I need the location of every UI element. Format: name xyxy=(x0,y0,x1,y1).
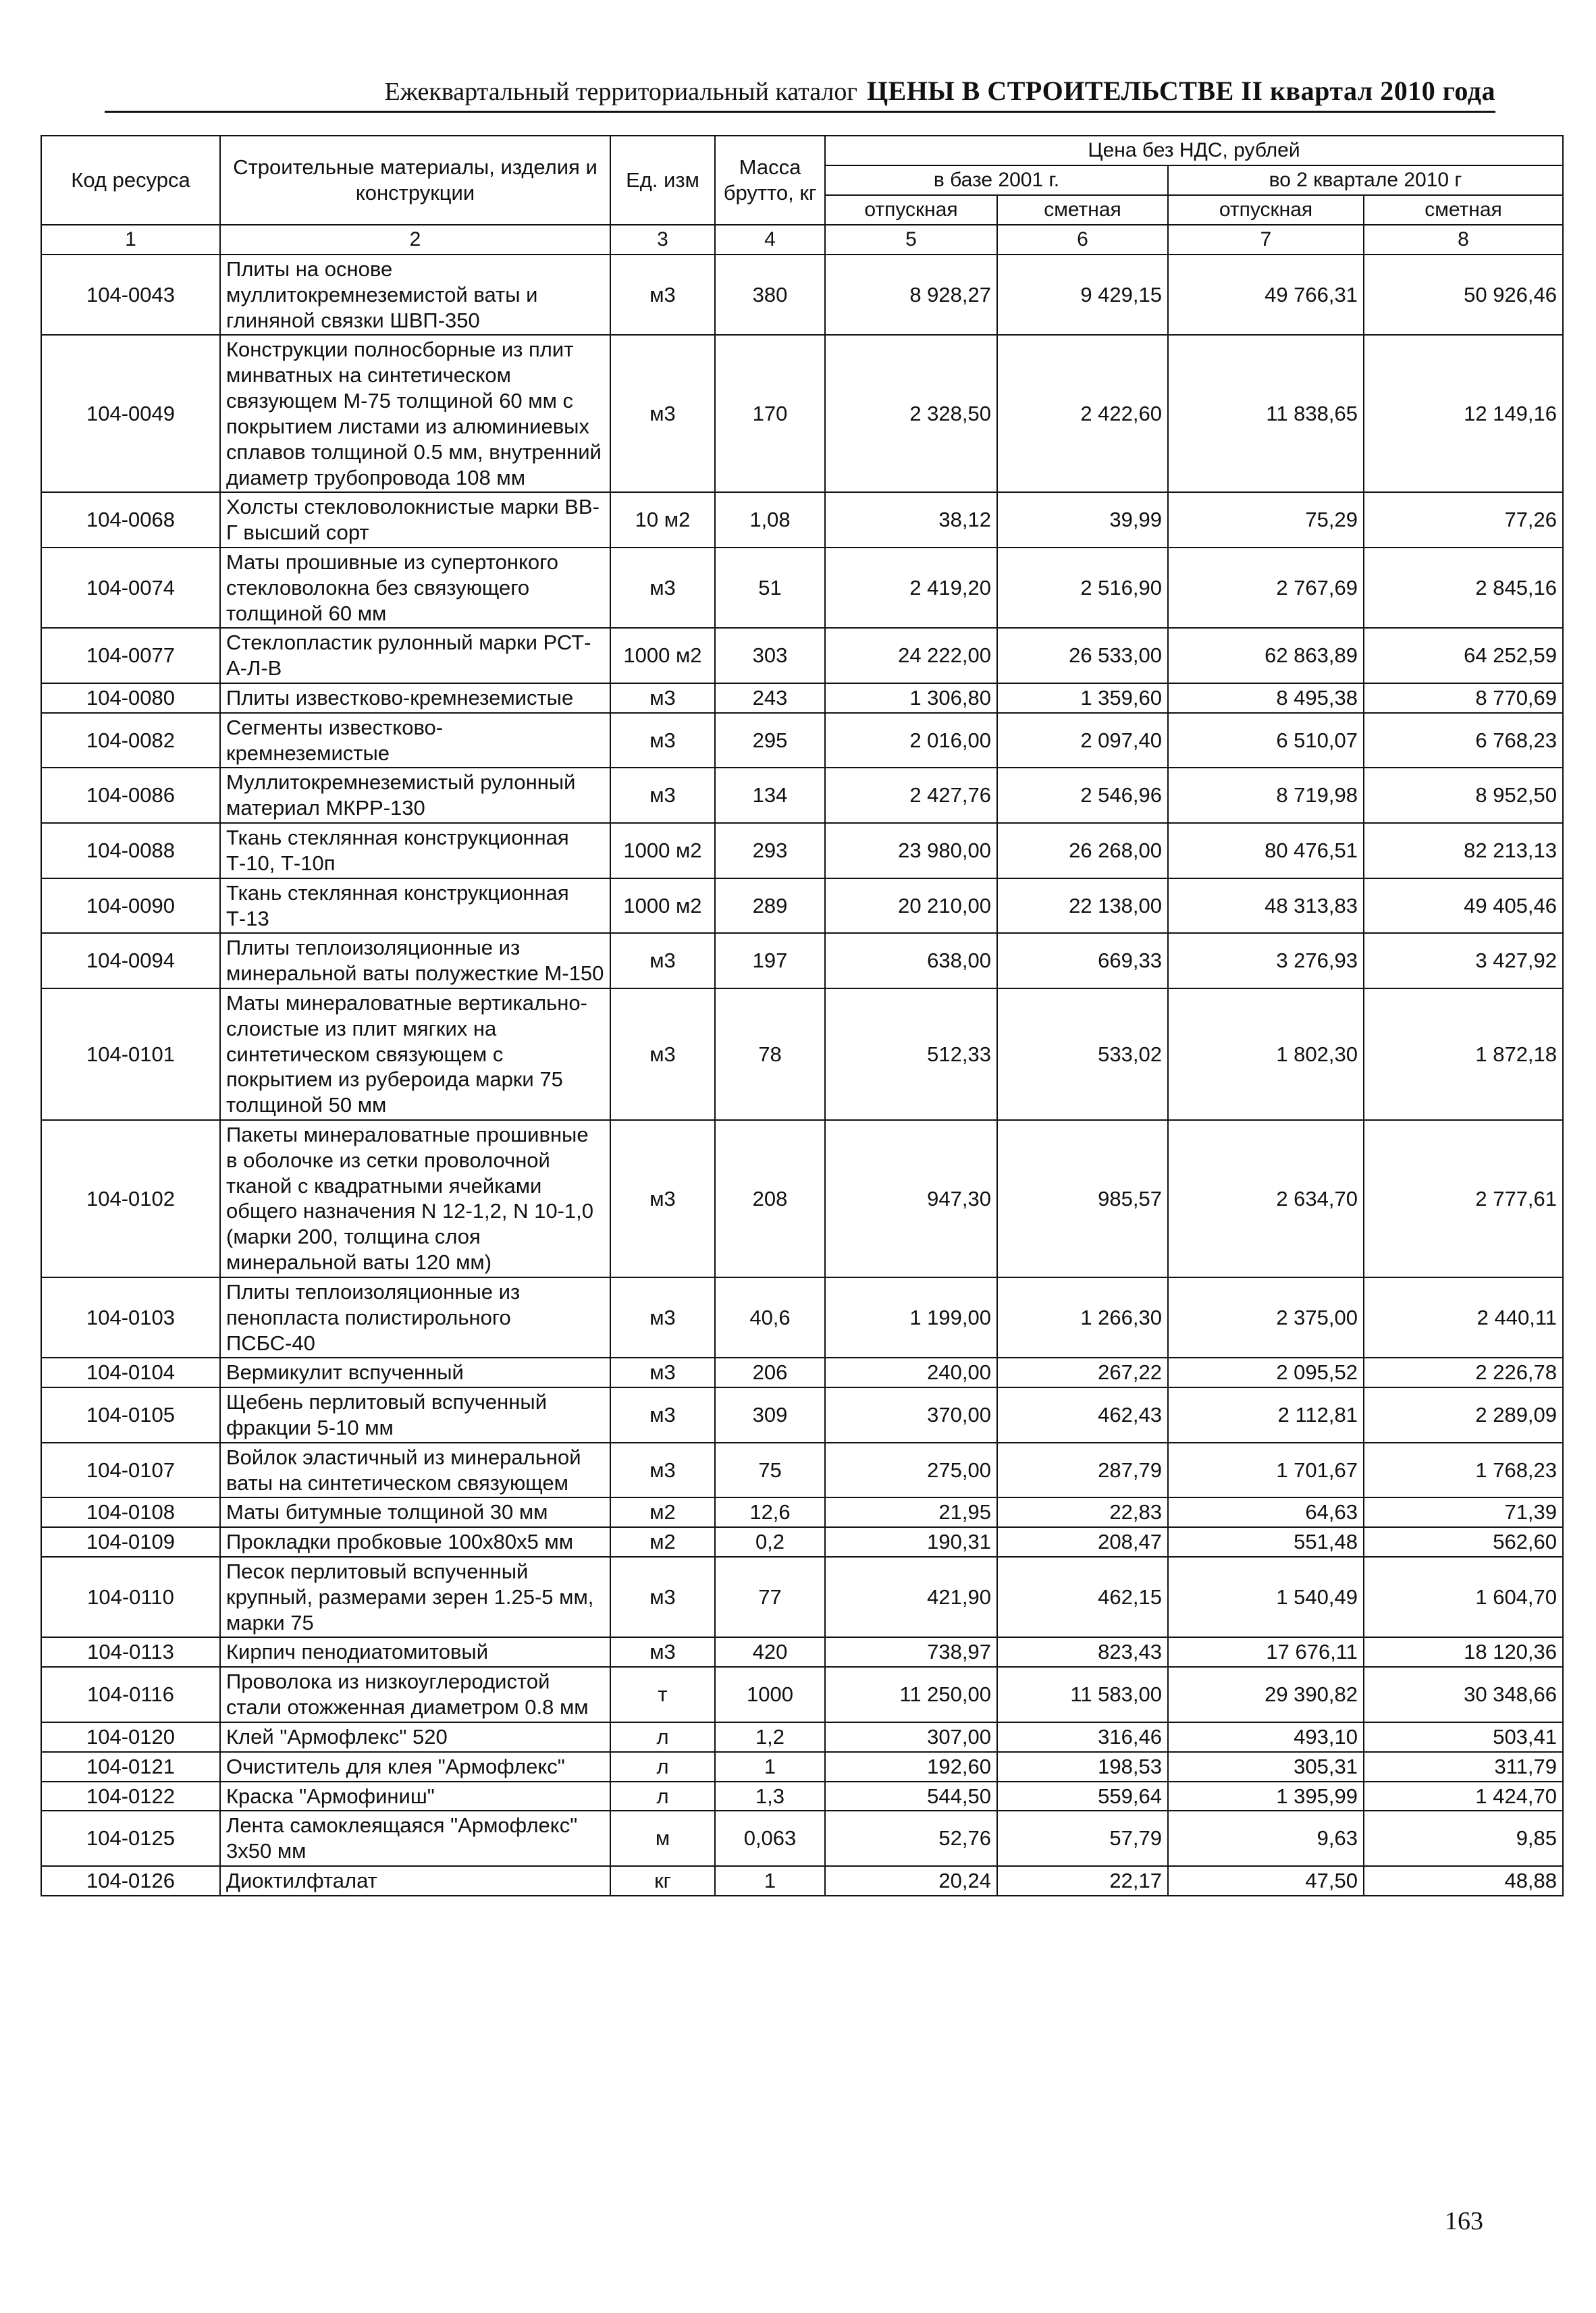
cell-q-smet: 1 872,18 xyxy=(1364,988,1563,1120)
table-header xyxy=(41,136,1563,255)
cell-unit: 1000 м2 xyxy=(610,823,715,878)
cell-b-smet: 533,02 xyxy=(997,988,1168,1120)
cell-mass: 1,2 xyxy=(715,1722,825,1752)
cell-q-smet: 3 427,92 xyxy=(1364,933,1563,988)
cell-b-otp: 2 328,50 xyxy=(825,335,997,492)
cell-b-otp: 20 210,00 xyxy=(825,878,997,934)
cell-mass: 289 xyxy=(715,878,825,934)
cell-b-smet: 22,17 xyxy=(997,1866,1168,1896)
cell-name: Кирпич пенодиатомитовый xyxy=(220,1637,610,1667)
cell-code: 104-0086 xyxy=(41,768,220,823)
cell-unit: 10 м2 xyxy=(610,492,715,548)
table-row xyxy=(41,548,1563,628)
cell-b-otp: 192,60 xyxy=(825,1752,997,1782)
cell-q-otp: 11 838,65 xyxy=(1168,335,1364,492)
table-row xyxy=(41,255,1563,335)
col-number: 1 xyxy=(41,225,220,255)
cell-b-smet: 823,43 xyxy=(997,1637,1168,1667)
cell-name: Клей "Армофлекс" 520 xyxy=(220,1722,610,1752)
cell-unit: м3 xyxy=(610,548,715,628)
cell-q-smet: 12 149,16 xyxy=(1364,335,1563,492)
cell-b-smet: 462,15 xyxy=(997,1557,1168,1637)
cell-name: Холсты стекловолокнистые марки ВВ-Г высший сорт xyxy=(220,492,610,548)
cell-q-smet: 1 424,70 xyxy=(1364,1782,1563,1811)
table-row xyxy=(41,823,1563,878)
table-row xyxy=(41,1667,1563,1722)
table-body xyxy=(41,255,1563,1896)
cell-code: 104-0104 xyxy=(41,1358,220,1387)
cell-q-smet: 30 348,66 xyxy=(1364,1667,1563,1722)
cell-mass: 134 xyxy=(715,768,825,823)
cell-mass: 0,2 xyxy=(715,1527,825,1557)
cell-name: Маты прошивные из супертонкого стекловолокна без связующего толщиной 60 мм xyxy=(220,548,610,628)
price-table xyxy=(41,135,1564,1896)
cell-name: Краска "Армофиниш" xyxy=(220,1782,610,1811)
cell-code: 104-0125 xyxy=(41,1811,220,1866)
cell-b-smet: 198,53 xyxy=(997,1752,1168,1782)
table-row xyxy=(41,1358,1563,1387)
cell-b-otp: 1 199,00 xyxy=(825,1277,997,1358)
table-row xyxy=(41,1527,1563,1557)
cell-name: Песок перлитовый вспученный крупный, размерами зерен 1.25-5 мм, марки 75 xyxy=(220,1557,610,1637)
cell-unit: 1000 м2 xyxy=(610,878,715,934)
cell-name: Конструкции полносборные из плит минватных на синтетическом связующем М-75 толщиной 60 мм с покрытием листами из алюминиевых сплавов толщиной 0.5 мм, внутренний диаметр трубопровода 108 мм xyxy=(220,335,610,492)
cell-unit: м3 xyxy=(610,1557,715,1637)
cell-mass: 170 xyxy=(715,335,825,492)
cell-q-otp: 8 495,38 xyxy=(1168,683,1364,713)
cell-mass: 303 xyxy=(715,628,825,683)
cell-b-smet: 9 429,15 xyxy=(997,255,1168,335)
cell-name: Сегменты известково-кремнеземистые xyxy=(220,713,610,768)
page-header xyxy=(105,71,1495,113)
cell-name: Ткань стеклянная конструкционная Т-13 xyxy=(220,878,610,934)
cell-q-smet: 311,79 xyxy=(1364,1752,1563,1782)
cell-q-smet: 8 770,69 xyxy=(1364,683,1563,713)
cell-mass: 206 xyxy=(715,1358,825,1387)
cell-unit: м3 xyxy=(610,988,715,1120)
cell-name: Муллитокремнеземистый рулонный материал МКРР-130 xyxy=(220,768,610,823)
cell-code: 104-0082 xyxy=(41,713,220,768)
table-row xyxy=(41,1811,1563,1866)
cell-name: Прокладки пробковые 100х80х5 мм xyxy=(220,1527,610,1557)
cell-name: Стеклопластик рулонный марки РСТ-А-Л-В xyxy=(220,628,610,683)
cell-unit: м3 xyxy=(610,1443,715,1498)
cell-q-smet: 1 768,23 xyxy=(1364,1443,1563,1498)
cell-code: 104-0121 xyxy=(41,1752,220,1782)
cell-q-smet: 2 289,09 xyxy=(1364,1387,1563,1443)
cell-name: Маты минераловатные вертикально-слоистые из плит мягких на синтетическом связующем с покрытием из рубероида марки 75 толщиной 50 мм xyxy=(220,988,610,1120)
cell-mass: 1,3 xyxy=(715,1782,825,1811)
cell-b-otp: 2 016,00 xyxy=(825,713,997,768)
cell-q-smet: 2 440,11 xyxy=(1364,1277,1563,1358)
cell-mass: 12,6 xyxy=(715,1497,825,1527)
cell-name: Войлок эластичный из минеральной ваты на синтетическом связующем xyxy=(220,1443,610,1498)
col-mass-header: Масса брутто, кг xyxy=(715,136,825,225)
q2-2010-header: во 2 квартале 2010 г xyxy=(1168,165,1563,195)
table-row xyxy=(41,988,1563,1120)
table-row xyxy=(41,878,1563,934)
cell-b-smet: 22,83 xyxy=(997,1497,1168,1527)
cell-b-smet: 1 266,30 xyxy=(997,1277,1168,1358)
cell-b-otp: 20,24 xyxy=(825,1866,997,1896)
cell-code: 104-0109 xyxy=(41,1527,220,1557)
cell-q-otp: 62 863,89 xyxy=(1168,628,1364,683)
table-row xyxy=(41,713,1563,768)
cell-unit: л xyxy=(610,1722,715,1752)
page-number: 163 xyxy=(1445,2207,1483,2235)
cell-unit: м3 xyxy=(610,1277,715,1358)
cell-name: Пакеты минераловатные прошивные в оболочке из сетки проволочной тканой с квадратными ячейками общего назначения N 12-1,2, N 10-1,0 (марки 200, толщина слоя минеральной ваты 120 мм) xyxy=(220,1120,610,1277)
cell-unit: м3 xyxy=(610,255,715,335)
table-row xyxy=(41,1637,1563,1667)
cell-unit: м3 xyxy=(610,1637,715,1667)
cell-b-smet: 2 422,60 xyxy=(997,335,1168,492)
cell-q-otp: 6 510,07 xyxy=(1168,713,1364,768)
base-otpusk-header: отпускная xyxy=(825,195,997,225)
cell-unit: м3 xyxy=(610,768,715,823)
cell-b-smet: 39,99 xyxy=(997,492,1168,548)
cell-code: 104-0088 xyxy=(41,823,220,878)
col-code-header: Код ресурса xyxy=(41,136,220,225)
cell-q-otp: 8 719,98 xyxy=(1168,768,1364,823)
cell-b-smet: 26 268,00 xyxy=(997,823,1168,878)
cell-q-otp: 2 634,70 xyxy=(1168,1120,1364,1277)
cell-q-otp: 551,48 xyxy=(1168,1527,1364,1557)
cell-name: Плиты теплоизоляционные из минеральной ваты полужесткие М-150 xyxy=(220,933,610,988)
table-row xyxy=(41,628,1563,683)
cell-q-smet: 1 604,70 xyxy=(1364,1557,1563,1637)
cell-q-otp: 1 701,67 xyxy=(1168,1443,1364,1498)
cell-code: 104-0049 xyxy=(41,335,220,492)
cell-b-otp: 421,90 xyxy=(825,1557,997,1637)
price-group-header: Цена без НДС, рублей xyxy=(825,136,1563,165)
cell-code: 104-0107 xyxy=(41,1443,220,1498)
col-number: 8 xyxy=(1364,225,1563,255)
cell-q-otp: 3 276,93 xyxy=(1168,933,1364,988)
cell-b-otp: 23 980,00 xyxy=(825,823,997,878)
cell-code: 104-0101 xyxy=(41,988,220,1120)
cell-unit: л xyxy=(610,1752,715,1782)
cell-name: Диоктилфталат xyxy=(220,1866,610,1896)
cell-q-otp: 75,29 xyxy=(1168,492,1364,548)
cell-code: 104-0105 xyxy=(41,1387,220,1443)
cell-b-otp: 38,12 xyxy=(825,492,997,548)
cell-b-otp: 190,31 xyxy=(825,1527,997,1557)
col-number: 2 xyxy=(220,225,610,255)
cell-q-otp: 2 095,52 xyxy=(1168,1358,1364,1387)
cell-code: 104-0110 xyxy=(41,1557,220,1637)
cell-code: 104-0090 xyxy=(41,878,220,934)
cell-code: 104-0077 xyxy=(41,628,220,683)
cell-code: 104-0122 xyxy=(41,1782,220,1811)
cell-mass: 77 xyxy=(715,1557,825,1637)
cell-code: 104-0102 xyxy=(41,1120,220,1277)
cell-mass: 420 xyxy=(715,1637,825,1667)
cell-q-smet: 562,60 xyxy=(1364,1527,1563,1557)
base-2001-header: в базе 2001 г. xyxy=(825,165,1168,195)
catalog-label: Ежеквартальный территориальный каталог xyxy=(384,78,857,106)
cell-q-otp: 2 767,69 xyxy=(1168,548,1364,628)
cell-q-otp: 1 395,99 xyxy=(1168,1782,1364,1811)
cell-b-otp: 544,50 xyxy=(825,1782,997,1811)
cell-code: 104-0043 xyxy=(41,255,220,335)
cell-q-otp: 9,63 xyxy=(1168,1811,1364,1866)
cell-unit: м3 xyxy=(610,335,715,492)
table-row xyxy=(41,933,1563,988)
cell-q-otp: 48 313,83 xyxy=(1168,878,1364,934)
cell-q-smet: 48,88 xyxy=(1364,1866,1563,1896)
cell-unit: м3 xyxy=(610,683,715,713)
table-row xyxy=(41,1387,1563,1443)
cell-q-smet: 50 926,46 xyxy=(1364,255,1563,335)
cell-q-smet: 6 768,23 xyxy=(1364,713,1563,768)
cell-b-otp: 8 928,27 xyxy=(825,255,997,335)
cell-mass: 1 xyxy=(715,1752,825,1782)
cell-mass: 51 xyxy=(715,548,825,628)
cell-unit: м3 xyxy=(610,1120,715,1277)
cell-q-otp: 80 476,51 xyxy=(1168,823,1364,878)
cell-q-smet: 8 952,50 xyxy=(1364,768,1563,823)
cell-q-smet: 49 405,46 xyxy=(1364,878,1563,934)
cell-unit: м2 xyxy=(610,1527,715,1557)
cell-q-otp: 47,50 xyxy=(1168,1866,1364,1896)
table-row xyxy=(41,1752,1563,1782)
q2-otpusk-header: отпускная xyxy=(1168,195,1364,225)
cell-mass: 0,063 xyxy=(715,1811,825,1866)
cell-name: Ткань стеклянная конструкционная Т-10, Т-10п xyxy=(220,823,610,878)
cell-name: Вермикулит вспученный xyxy=(220,1358,610,1387)
cell-unit: 1000 м2 xyxy=(610,628,715,683)
cell-b-smet: 2 516,90 xyxy=(997,548,1168,628)
cell-b-otp: 11 250,00 xyxy=(825,1667,997,1722)
cell-code: 104-0113 xyxy=(41,1637,220,1667)
cell-code: 104-0103 xyxy=(41,1277,220,1358)
col-number: 6 xyxy=(997,225,1168,255)
cell-b-otp: 52,76 xyxy=(825,1811,997,1866)
cell-b-smet: 22 138,00 xyxy=(997,878,1168,934)
col-unit-header: Ед. изм xyxy=(610,136,715,225)
cell-b-otp: 2 427,76 xyxy=(825,768,997,823)
table-row xyxy=(41,492,1563,548)
table-row xyxy=(41,1557,1563,1637)
cell-b-smet: 985,57 xyxy=(997,1120,1168,1277)
cell-unit: м2 xyxy=(610,1497,715,1527)
cell-name: Маты битумные толщиной 30 мм xyxy=(220,1497,610,1527)
cell-q-otp: 305,31 xyxy=(1168,1752,1364,1782)
cell-b-smet: 316,46 xyxy=(997,1722,1168,1752)
cell-q-otp: 493,10 xyxy=(1168,1722,1364,1752)
cell-mass: 1000 xyxy=(715,1667,825,1722)
cell-b-otp: 1 306,80 xyxy=(825,683,997,713)
cell-q-smet: 71,39 xyxy=(1364,1497,1563,1527)
cell-b-smet: 2 097,40 xyxy=(997,713,1168,768)
cell-code: 104-0094 xyxy=(41,933,220,988)
cell-code: 104-0074 xyxy=(41,548,220,628)
table-row xyxy=(41,1277,1563,1358)
cell-b-otp: 947,30 xyxy=(825,1120,997,1277)
cell-mass: 1,08 xyxy=(715,492,825,548)
cell-unit: л xyxy=(610,1782,715,1811)
cell-b-smet: 1 359,60 xyxy=(997,683,1168,713)
cell-code: 104-0116 xyxy=(41,1667,220,1722)
cell-b-smet: 2 546,96 xyxy=(997,768,1168,823)
cell-unit: м3 xyxy=(610,713,715,768)
col-number: 3 xyxy=(610,225,715,255)
table-row xyxy=(41,683,1563,713)
cell-b-otp: 638,00 xyxy=(825,933,997,988)
cell-b-otp: 512,33 xyxy=(825,988,997,1120)
cell-b-otp: 738,97 xyxy=(825,1637,997,1667)
cell-code: 104-0126 xyxy=(41,1866,220,1896)
cell-q-smet: 2 226,78 xyxy=(1364,1358,1563,1387)
cell-name: Проволока из низкоуглеродистой стали отожженная диаметром 0.8 мм xyxy=(220,1667,610,1722)
cell-q-otp: 1 540,49 xyxy=(1168,1557,1364,1637)
cell-b-otp: 370,00 xyxy=(825,1387,997,1443)
cell-b-smet: 287,79 xyxy=(997,1443,1168,1498)
cell-q-otp: 64,63 xyxy=(1168,1497,1364,1527)
cell-mass: 295 xyxy=(715,713,825,768)
table-row xyxy=(41,1722,1563,1752)
cell-unit: т xyxy=(610,1667,715,1722)
cell-unit: м3 xyxy=(610,1387,715,1443)
cell-b-otp: 275,00 xyxy=(825,1443,997,1498)
cell-b-otp: 240,00 xyxy=(825,1358,997,1387)
cell-b-otp: 21,95 xyxy=(825,1497,997,1527)
col-number: 4 xyxy=(715,225,825,255)
cell-code: 104-0080 xyxy=(41,683,220,713)
cell-mass: 208 xyxy=(715,1120,825,1277)
col-number: 7 xyxy=(1168,225,1364,255)
table-row xyxy=(41,1443,1563,1498)
cell-name: Очиститель для клея "Армофлекс" xyxy=(220,1752,610,1782)
cell-mass: 40,6 xyxy=(715,1277,825,1358)
cell-mass: 78 xyxy=(715,988,825,1120)
cell-q-smet: 18 120,36 xyxy=(1364,1637,1563,1667)
cell-unit: м3 xyxy=(610,933,715,988)
cell-q-otp: 49 766,31 xyxy=(1168,255,1364,335)
cell-b-smet: 669,33 xyxy=(997,933,1168,988)
cell-b-smet: 26 533,00 xyxy=(997,628,1168,683)
cell-b-otp: 307,00 xyxy=(825,1722,997,1752)
cell-code: 104-0068 xyxy=(41,492,220,548)
cell-q-smet: 82 213,13 xyxy=(1364,823,1563,878)
cell-code: 104-0120 xyxy=(41,1722,220,1752)
cell-q-otp: 17 676,11 xyxy=(1168,1637,1364,1667)
cell-q-smet: 2 777,61 xyxy=(1364,1120,1563,1277)
cell-q-smet: 64 252,59 xyxy=(1364,628,1563,683)
cell-unit: м3 xyxy=(610,1358,715,1387)
cell-name: Плиты известково-кремнеземистые xyxy=(220,683,610,713)
cell-b-otp: 24 222,00 xyxy=(825,628,997,683)
cell-b-smet: 11 583,00 xyxy=(997,1667,1168,1722)
table-row xyxy=(41,335,1563,492)
q2-smet-header: сметная xyxy=(1364,195,1563,225)
cell-q-otp: 29 390,82 xyxy=(1168,1667,1364,1722)
table-row xyxy=(41,1120,1563,1277)
table-row xyxy=(41,1497,1563,1527)
cell-q-otp: 2 112,81 xyxy=(1168,1387,1364,1443)
cell-mass: 380 xyxy=(715,255,825,335)
cell-mass: 293 xyxy=(715,823,825,878)
cell-name: Плиты теплоизоляционные из пенопласта полистирольного ПСБС-40 xyxy=(220,1277,610,1358)
cell-mass: 197 xyxy=(715,933,825,988)
table-row xyxy=(41,1782,1563,1811)
cell-q-smet: 503,41 xyxy=(1364,1722,1563,1752)
cell-name: Щебень перлитовый вспученный фракции 5-10 мм xyxy=(220,1387,610,1443)
cell-mass: 75 xyxy=(715,1443,825,1498)
cell-b-smet: 559,64 xyxy=(997,1782,1168,1811)
cell-mass: 309 xyxy=(715,1387,825,1443)
cell-b-smet: 462,43 xyxy=(997,1387,1168,1443)
cell-q-otp: 2 375,00 xyxy=(1168,1277,1364,1358)
cell-b-smet: 208,47 xyxy=(997,1527,1168,1557)
cell-b-otp: 2 419,20 xyxy=(825,548,997,628)
cell-q-otp: 1 802,30 xyxy=(1168,988,1364,1120)
cell-q-smet: 9,85 xyxy=(1364,1811,1563,1866)
col-name-header: Строительные материалы, изделия и конструкции xyxy=(220,136,610,225)
cell-b-smet: 57,79 xyxy=(997,1811,1168,1866)
cell-unit: м xyxy=(610,1811,715,1866)
cell-b-smet: 267,22 xyxy=(997,1358,1168,1387)
cell-q-smet: 77,26 xyxy=(1364,492,1563,548)
cell-mass: 1 xyxy=(715,1866,825,1896)
cell-q-smet: 2 845,16 xyxy=(1364,548,1563,628)
table-row xyxy=(41,768,1563,823)
cell-mass: 243 xyxy=(715,683,825,713)
cell-code: 104-0108 xyxy=(41,1497,220,1527)
cell-unit: кг xyxy=(610,1866,715,1896)
table-row xyxy=(41,1866,1563,1896)
base-smet-header: сметная xyxy=(997,195,1168,225)
col-number: 5 xyxy=(825,225,997,255)
cell-name: Плиты на основе муллитокремнеземистой ваты и глиняной связки ШВП-350 xyxy=(220,255,610,335)
catalog-title: ЦЕНЫ В СТРОИТЕЛЬСТВЕ II квартал 2010 года xyxy=(866,76,1495,106)
cell-name: Лента самоклеящаяся "Армофлекс" 3х50 мм xyxy=(220,1811,610,1866)
